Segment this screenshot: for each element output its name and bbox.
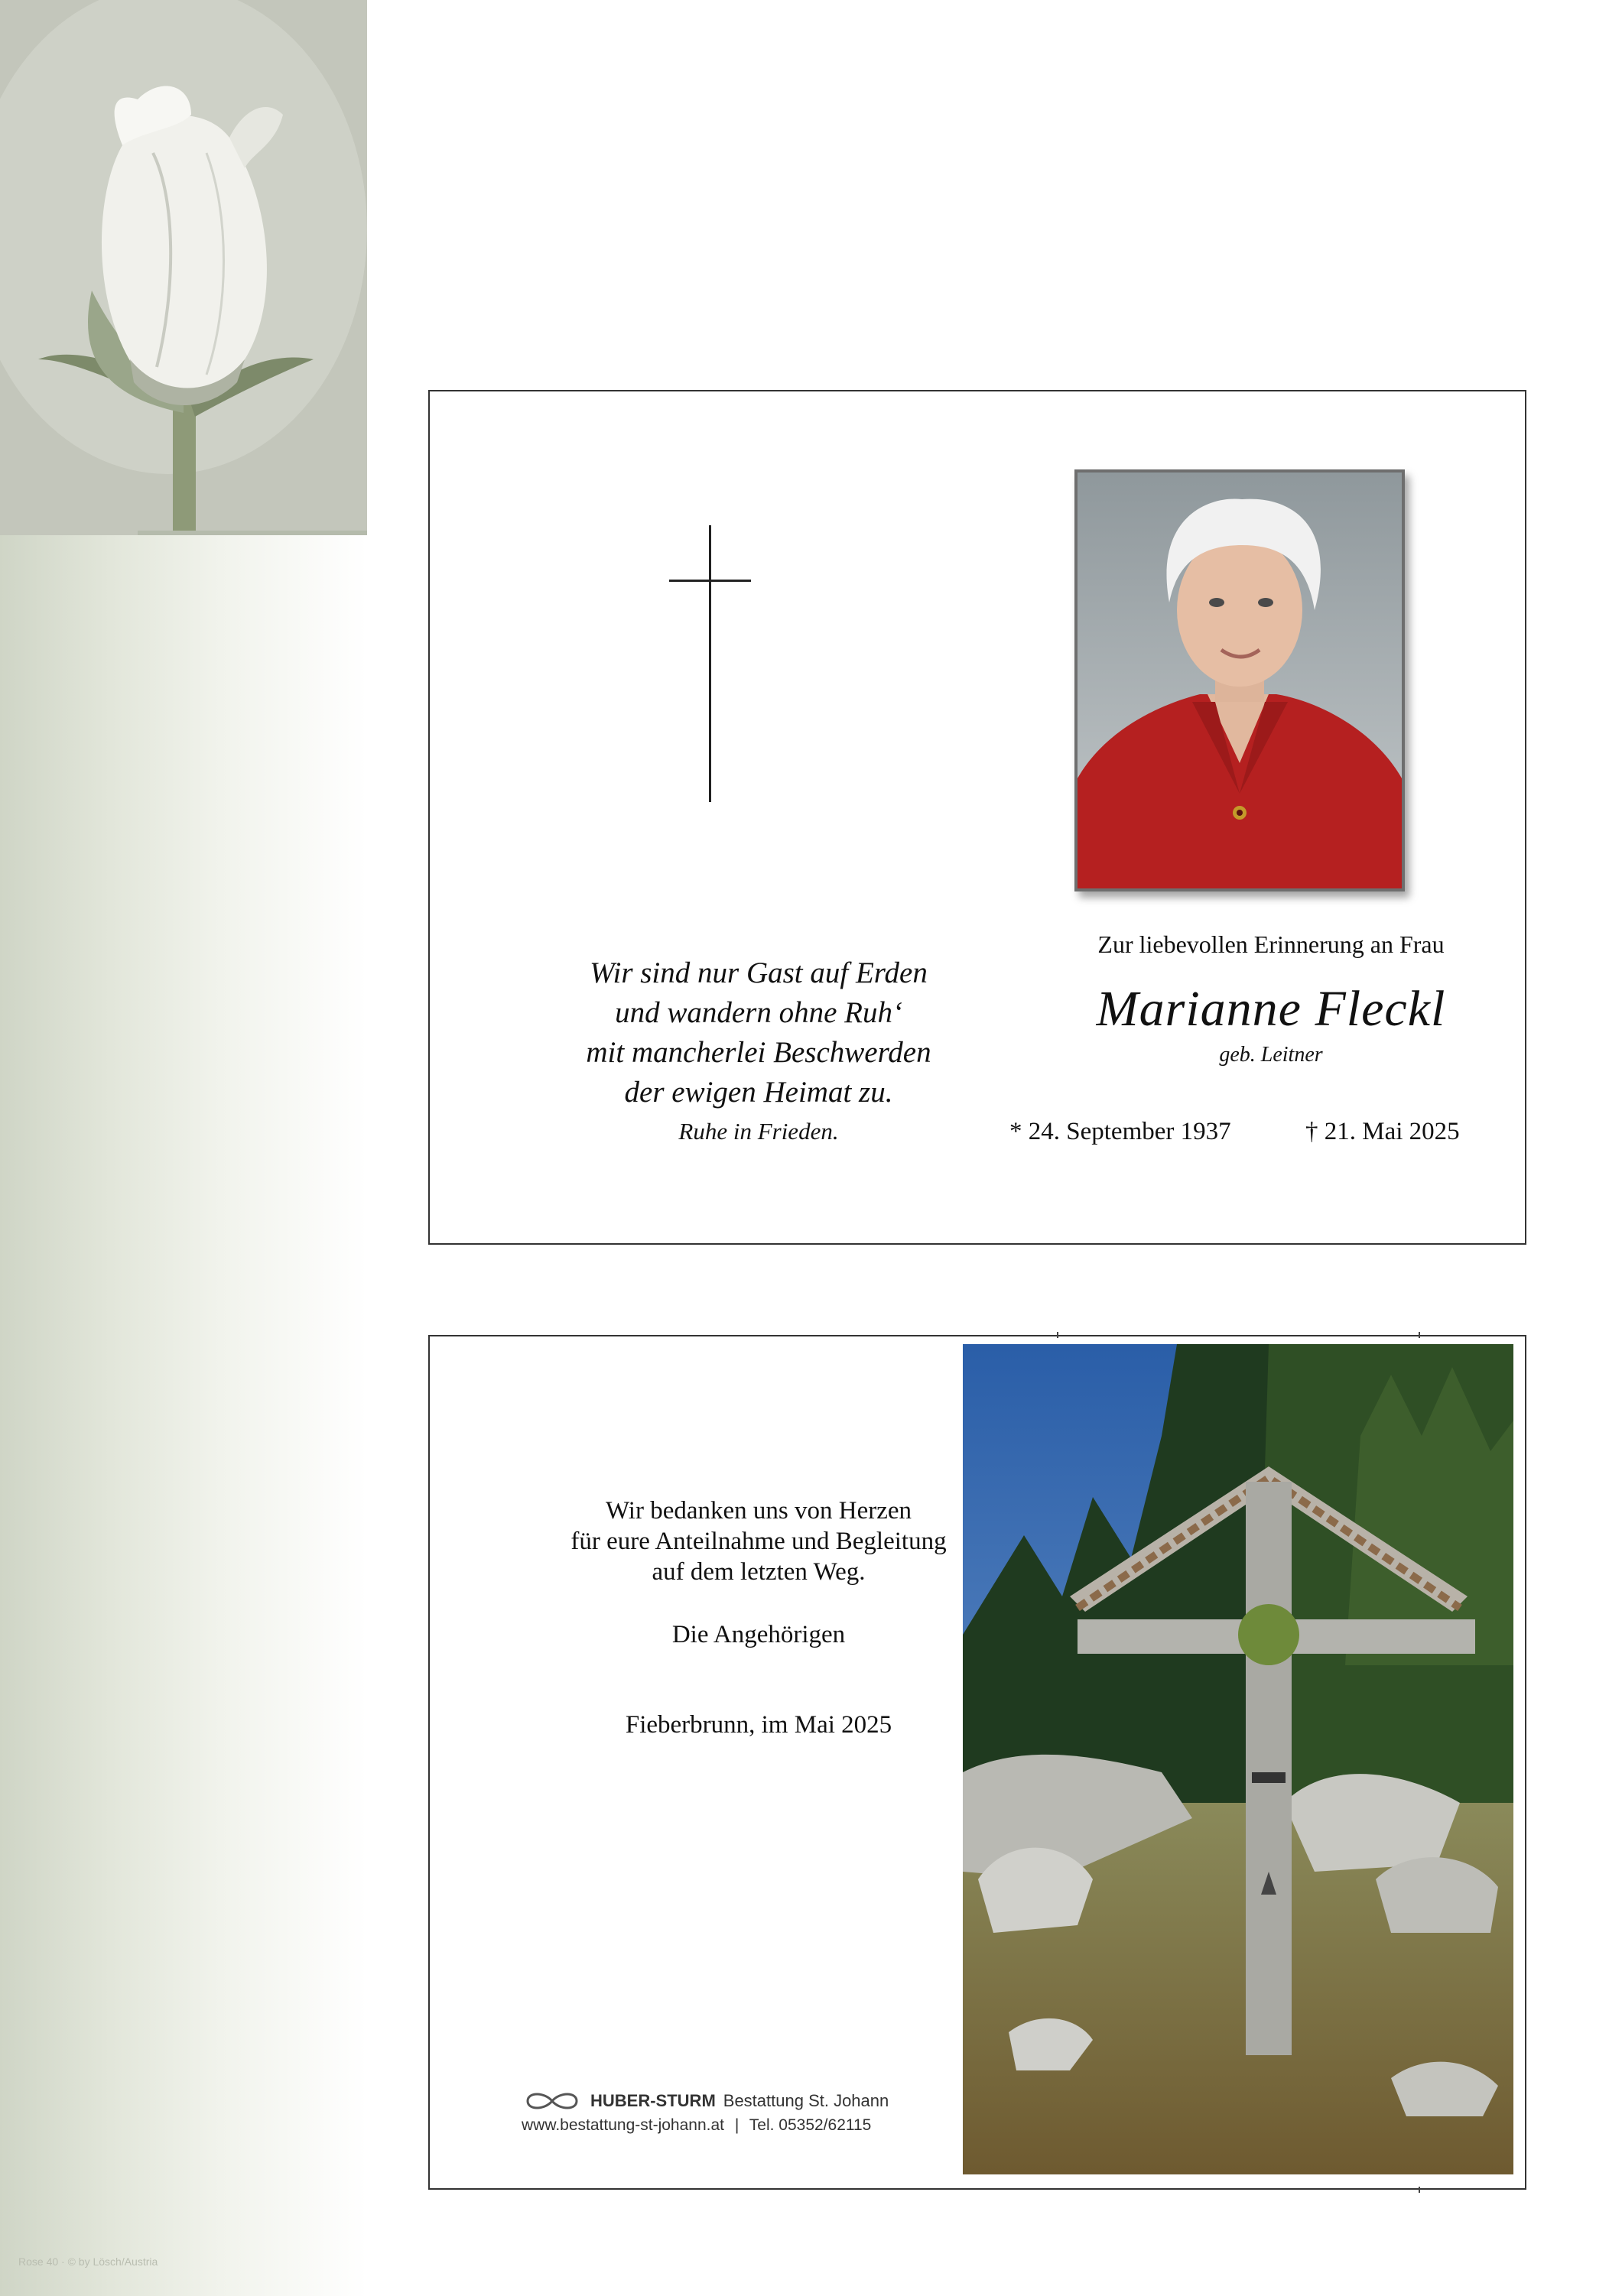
wayside-cross-photo (963, 1344, 1513, 2174)
funeral-home-logo (522, 2090, 889, 2135)
memorial-card-back (428, 1335, 1526, 2190)
thanks-line: Wir bedanken uns von Herzen (605, 1497, 912, 1525)
poem-line: Wir sind nur Gast auf Erden (590, 956, 928, 989)
memorial-intro: Zur liebevollen Erinnerung an Frau (1097, 930, 1445, 958)
birth-date: * 24. September 1937 (1009, 1118, 1231, 1145)
rest-in-peace: Ruhe in Frieden. (678, 1118, 839, 1145)
image-credit: Rose 40 · © by Lösch/Austria (18, 2255, 158, 2268)
portrait-photo (1074, 469, 1405, 891)
death-date: † 21. Mai 2025 (1305, 1118, 1460, 1145)
poem-line: und wandern ohne Ruh‘ (615, 996, 902, 1029)
place-date: Fieberbrunn, im Mai 2025 (625, 1711, 892, 1739)
maiden-name: geb. Leitner (1219, 1043, 1323, 1067)
signature: Die Angehörigen (671, 1621, 846, 1648)
thanks-message (476, 1495, 1042, 1587)
infinity-icon (522, 2090, 583, 2112)
memorial-card-front (428, 390, 1526, 1245)
thanks-line: für eure Anteilnahme und Begleitung (570, 1528, 947, 1555)
phone-number: Tel. 05352/62115 (749, 2116, 872, 2134)
website-link[interactable]: www.bestattung-st-johann.at (522, 2116, 724, 2134)
poem-line: mit mancherlei Beschwerden (586, 1036, 931, 1069)
brand-name: HUBER-STURM (590, 2091, 716, 2110)
poem (476, 953, 1042, 1112)
rose-image (0, 0, 367, 535)
rose-illustration (0, 0, 367, 535)
poem-line: der ewigen Heimat zu. (624, 1076, 893, 1109)
thanks-line: auf dem letzten Weg. (652, 1558, 866, 1586)
separator: | (734, 2116, 739, 2134)
brand-subtitle: Bestattung St. Johann (723, 2091, 889, 2110)
deceased-name: Marianne Fleckl (1096, 981, 1446, 1037)
